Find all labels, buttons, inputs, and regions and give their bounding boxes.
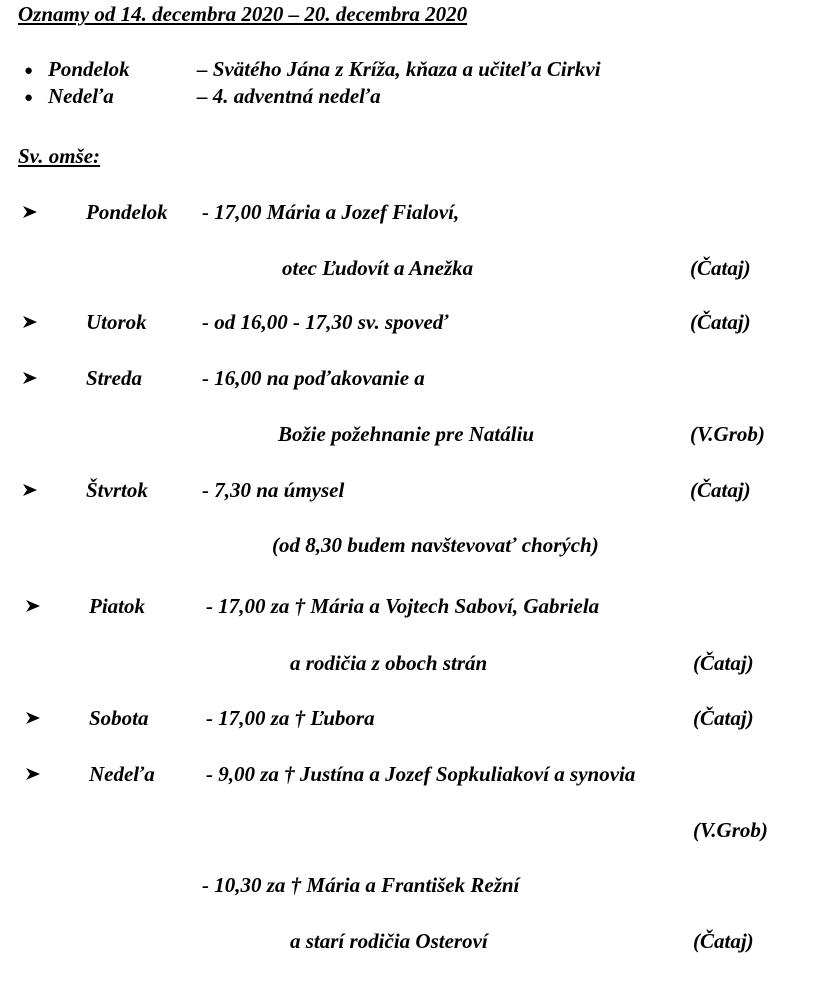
mass-text: - od 16,00 - 17,30 sv. spoveď: [202, 310, 449, 334]
mass-place: (Čataj): [690, 256, 751, 280]
mass-text: Božie požehnanie pre Natáliu: [278, 422, 535, 446]
feast-text: – 4. adventná nedeľa: [197, 84, 381, 108]
mass-text: - 7,30 na úmysel: [202, 478, 345, 502]
bullet-icon: ●: [24, 90, 34, 106]
mass-text: otec Ľudovít a Anežka: [282, 256, 474, 280]
feast-day: Nedeľa: [48, 84, 114, 108]
mass-place: (Čataj): [693, 651, 754, 675]
mass-text: - 16,00 na poďakovanie a: [202, 366, 425, 390]
arrow-bullet-icon: [25, 599, 41, 613]
mass-text: a starí rodičia Osteroví: [290, 929, 488, 953]
mass-text: - 17,00 za † Mária a Vojtech Saboví, Gabriela: [206, 594, 600, 618]
bullet-icon: ●: [24, 63, 34, 79]
mass-place: (V.Grob): [693, 818, 768, 842]
mass-note: (od 8,30 budem navštevovať chorých): [272, 533, 599, 557]
mass-day: Nedeľa: [89, 762, 155, 786]
mass-text: - 17,00 Mária a Jozef Fialoví,: [202, 200, 460, 224]
mass-text: - 9,00 za † Justína a Jozef Sopkuliakoví a synovia: [206, 762, 636, 786]
mass-text: a rodičia z oboch strán: [290, 651, 488, 675]
mass-day: Streda: [86, 366, 143, 390]
mass-place: (Čataj): [693, 929, 754, 953]
mass-place: (Čataj): [690, 478, 751, 502]
mass-day: Štvrtok: [86, 478, 148, 502]
mass-day: Utorok: [86, 310, 147, 334]
masses-heading: Sv. omše:: [18, 144, 101, 168]
mass-place: (V.Grob): [690, 422, 765, 446]
arrow-bullet-icon: [22, 205, 38, 219]
feast-text: – Svätého Jána z Kríža, kňaza a učiteľa Cirkvi: [197, 57, 601, 81]
arrow-bullet-icon: [22, 315, 38, 329]
mass-day: Sobota: [89, 706, 149, 730]
mass-place: (Čataj): [693, 706, 754, 730]
arrow-bullet-icon: [22, 483, 38, 497]
mass-place: (Čataj): [690, 310, 751, 334]
announcement-heading: Oznamy od 14. decembra 2020 – 20. decembra 2020: [18, 2, 468, 26]
mass-day: Piatok: [89, 594, 145, 618]
arrow-bullet-icon: [22, 371, 38, 385]
mass-day: Pondelok: [86, 200, 168, 224]
mass-text: - 17,00 za † Ľubora: [206, 706, 375, 730]
arrow-bullet-icon: [25, 711, 41, 725]
feast-day: Pondelok: [48, 57, 130, 81]
arrow-bullet-icon: [25, 767, 41, 781]
mass-text: - 10,30 za † Mária a František Režní: [202, 873, 520, 897]
